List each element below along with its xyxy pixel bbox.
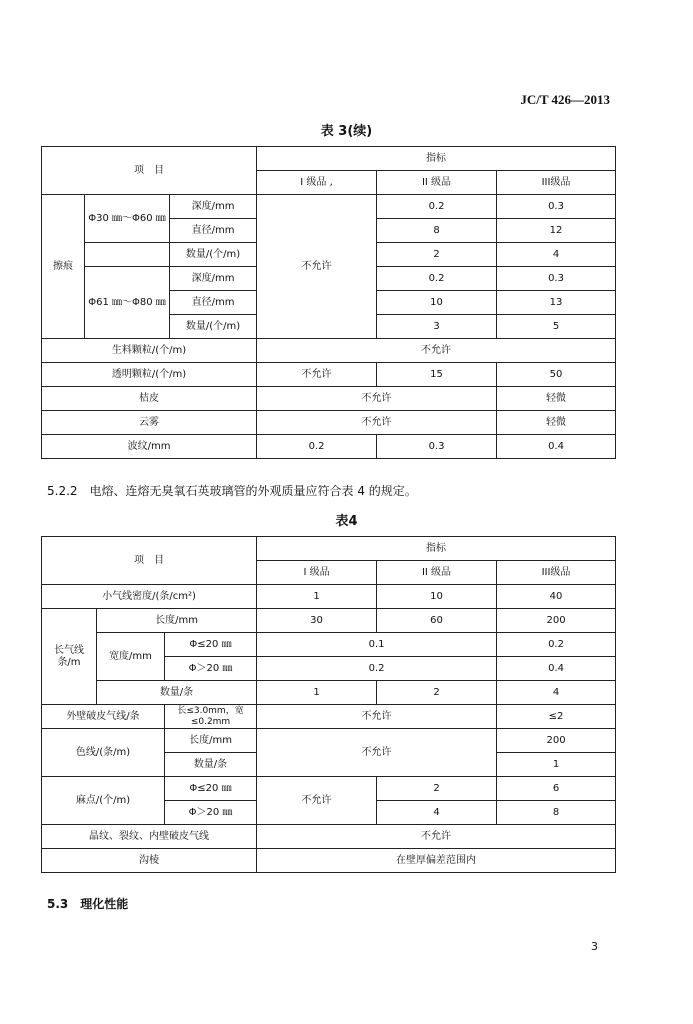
haze-label: 云雾 (42, 411, 257, 435)
table3-caption: 表 3(续) (320, 124, 373, 139)
pit-c2-g3: 8 (497, 801, 616, 825)
table3 (41, 146, 616, 459)
scratch-g1-not-allowed: 不允许 (257, 195, 377, 339)
orange-peel-g12: 不允许 (257, 387, 497, 411)
page-number: 3 (591, 940, 598, 953)
outer-skin-label: 外壁破皮气线/条 (42, 705, 165, 729)
color-line-g3-length: 200 (497, 729, 616, 753)
scratch-param: 数量/(个/m) (170, 243, 257, 267)
scratch-g3: 0.3 (497, 195, 616, 219)
t4-head-indicator: 指标 (257, 537, 616, 561)
long-bubble-w1-g3: 0.2 (497, 633, 616, 657)
scratch-g2: 10 (377, 291, 497, 315)
long-bubble-w1-g12: 0.1 (257, 633, 497, 657)
clear-particles-g1: 不允许 (257, 363, 377, 387)
pit-c2: Φ＞20 ㎜ (165, 801, 257, 825)
t4-head-g3: III级品 (497, 561, 616, 585)
long-bubble-count-g1: 1 (257, 681, 377, 705)
long-bubble-length-g2: 60 (377, 609, 497, 633)
groove-label: 沟棱 (42, 849, 257, 873)
long-bubble-count-g2: 2 (377, 681, 497, 705)
long-bubble-w2-g12: 0.2 (257, 657, 497, 681)
color-line-g12: 不允许 (257, 729, 497, 777)
scratch-g2: 0.2 (377, 195, 497, 219)
crack-label: 晶纹、裂纹、内壁破皮气线 (42, 825, 257, 849)
long-bubble-length-label: 长度/mm (97, 609, 257, 633)
scratch-g3: 13 (497, 291, 616, 315)
outer-skin-cond: 长≤3.0mm，宽≤0.2mm (165, 705, 257, 729)
standard-number: JC/T 426—2013 (520, 92, 610, 107)
pit-c2-g2: 4 (377, 801, 497, 825)
raw-particles-value: 不允许 (257, 339, 616, 363)
t4-head-item: 项 目 (42, 537, 257, 585)
long-bubble-w2-cond: Φ＞20 ㎜ (165, 657, 257, 681)
ripple-g1: 0.2 (257, 435, 377, 459)
outer-skin-g3: ≤2 (497, 705, 616, 729)
t3-head-g3: III级品 (497, 171, 616, 195)
pit-label: 麻点/(个/m) (42, 777, 165, 825)
pit-c1: Φ≤20 ㎜ (165, 777, 257, 801)
scratch-g3: 4 (497, 243, 616, 267)
scratch-param: 直径/mm (170, 219, 257, 243)
haze-g3: 轻微 (497, 411, 616, 435)
long-bubble-count-label: 数量/条 (97, 681, 257, 705)
color-line-label: 色线/(条/m) (42, 729, 165, 777)
orange-peel-label: 桔皮 (42, 387, 257, 411)
scratch-param: 直径/mm (170, 291, 257, 315)
table4 (41, 536, 616, 873)
long-bubble-label: 长气线条/m (42, 609, 97, 705)
pit-g1: 不允许 (257, 777, 377, 825)
long-bubble-w2-g3: 0.4 (497, 657, 616, 681)
scratch-g3: 0.3 (497, 267, 616, 291)
haze-g12: 不允许 (257, 411, 497, 435)
t4-head-g1: I 级品 (257, 561, 377, 585)
t3-head-g2: II 级品 (377, 171, 497, 195)
long-bubble-w1-cond: Φ≤20 ㎜ (165, 633, 257, 657)
t3-head-item: 项 目 (42, 147, 257, 195)
scratch-range1-blank (85, 243, 170, 267)
small-bubble-g3: 40 (497, 585, 616, 609)
scratch-g3: 12 (497, 219, 616, 243)
pit-c1-g2: 2 (377, 777, 497, 801)
scratch-label: 擦痕 (42, 195, 85, 339)
ripple-g3: 0.4 (497, 435, 616, 459)
groove-value: 在壁厚偏差范围内 (257, 849, 616, 873)
long-bubble-count-g3: 4 (497, 681, 616, 705)
small-bubble-g2: 10 (377, 585, 497, 609)
long-bubble-width-label: 宽度/mm (97, 633, 165, 681)
small-bubble-label: 小气线密度/(条/cm²) (42, 585, 257, 609)
scratch-param: 数量/(个/m) (170, 315, 257, 339)
scratch-g2: 0.2 (377, 267, 497, 291)
color-line-count-label: 数量/条 (165, 753, 257, 777)
clear-particles-label: 透明颗粒/(个/m) (42, 363, 257, 387)
clear-particles-g2: 15 (377, 363, 497, 387)
long-bubble-length-g3: 200 (497, 609, 616, 633)
color-line-g3-count: 1 (497, 753, 616, 777)
t4-head-g2: II 级品 (377, 561, 497, 585)
orange-peel-g3: 轻微 (497, 387, 616, 411)
pit-c1-g3: 6 (497, 777, 616, 801)
ripple-g2: 0.3 (377, 435, 497, 459)
table4-caption: 表4 (335, 514, 358, 529)
scratch-param: 深度/mm (170, 267, 257, 291)
clear-particles-g3: 50 (497, 363, 616, 387)
color-line-length-label: 长度/mm (165, 729, 257, 753)
long-bubble-length-g1: 30 (257, 609, 377, 633)
t3-head-g1: I 级品 , (257, 171, 377, 195)
section-5-3-heading: 5.3 理化性能 (47, 897, 129, 911)
scratch-g2: 3 (377, 315, 497, 339)
t3-head-indicator: 指标 (257, 147, 616, 171)
crack-value: 不允许 (257, 825, 616, 849)
scratch-g3: 5 (497, 315, 616, 339)
scratch-g2: 8 (377, 219, 497, 243)
ripple-label: 波纹/mm (42, 435, 257, 459)
scratch-range2: Φ61 ㎜～Φ80 ㎜ (85, 267, 170, 339)
scratch-g2: 2 (377, 243, 497, 267)
small-bubble-g1: 1 (257, 585, 377, 609)
scratch-range1: Φ30 ㎜～Φ60 ㎜ (85, 195, 170, 243)
raw-particles-label: 生料颗粒/(个/m) (42, 339, 257, 363)
paragraph-5-2-2: 5.2.2 电熔、连熔无臭氧石英玻璃管的外观质量应符合表 4 的规定。 (47, 484, 417, 498)
scratch-param: 深度/mm (170, 195, 257, 219)
outer-skin-g12: 不允许 (257, 705, 497, 729)
